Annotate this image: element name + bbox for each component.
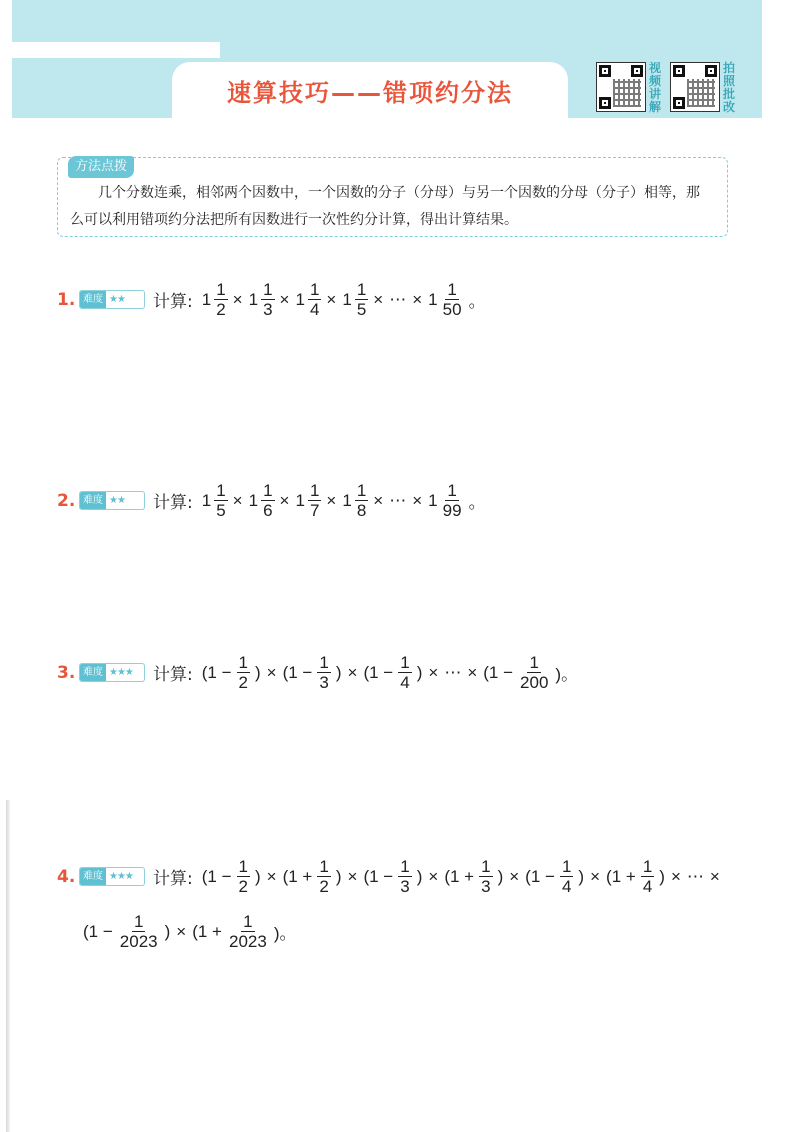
math-operator: × (347, 866, 358, 886)
math-operator: × (428, 866, 439, 886)
fraction-denominator: 7 (309, 501, 320, 520)
header-decor-strip (12, 42, 220, 58)
problem-lead: 计算: (153, 493, 193, 513)
fraction-denominator: 2023 (119, 932, 158, 951)
math-operator: × (373, 289, 384, 309)
fraction-denominator: 3 (400, 877, 410, 896)
fraction-denominator: 2 (216, 300, 226, 319)
fraction (518, 653, 550, 692)
math-operator: (1 − (363, 662, 394, 682)
math-operator: × (709, 866, 720, 886)
fraction (261, 280, 274, 319)
fraction (317, 653, 330, 692)
problem-number: 3. (57, 662, 76, 683)
math-operator: ) (254, 662, 261, 682)
fraction-denominator: 2 (238, 673, 248, 692)
fraction (261, 481, 274, 520)
fraction-numerator: 1 (481, 857, 491, 876)
math-operator: × (279, 490, 290, 510)
difficulty-badge: 难度 ★★★ (79, 663, 145, 682)
page-title: 速算技巧——错项约分法 (227, 78, 513, 107)
math-operator: ) (578, 866, 585, 886)
problem-3 (57, 653, 581, 692)
math-operator: × (232, 289, 243, 309)
qr-code-icon[interactable] (670, 62, 720, 112)
difficulty-badge: 难度 ★★ (79, 491, 145, 510)
math-operator: (1 + (282, 866, 313, 886)
fraction (227, 912, 269, 951)
fraction-numerator: 1 (238, 857, 248, 876)
math-operator: (1 − (363, 866, 394, 886)
whole-number: 1 (248, 490, 259, 510)
math-operator: × (326, 490, 337, 510)
fraction-numerator: 1 (400, 857, 410, 876)
math-operator: × (412, 289, 423, 309)
math-operator: × (373, 490, 384, 510)
fraction (308, 280, 321, 319)
fraction (317, 857, 330, 896)
fraction-numerator: 1 (319, 653, 329, 672)
fraction-numerator: 1 (216, 280, 226, 299)
math-operator: × (428, 662, 439, 682)
difficulty-stars-icon: ★★★ (109, 871, 133, 882)
math-operator: × (467, 662, 478, 682)
math-operator: × (326, 289, 337, 309)
problem-number: 2. (57, 490, 76, 511)
math-operator: ) (416, 866, 423, 886)
math-operator: (1 − (201, 866, 232, 886)
fraction-numerator: 1 (263, 280, 273, 299)
fraction-denominator: 4 (642, 877, 653, 896)
problem-1 (57, 280, 489, 319)
difficulty-stars-icon: ★★ (109, 294, 125, 305)
fraction (441, 280, 464, 319)
fraction (308, 481, 321, 520)
math-operator: × (412, 490, 423, 510)
problem-expression (199, 280, 489, 319)
math-operator: ⋯ (389, 490, 407, 510)
difficulty-badge: 难度 ★★ (79, 290, 145, 309)
whole-number: 1 (201, 289, 212, 309)
fraction-denominator: 6 (263, 501, 273, 520)
method-tips-box (57, 157, 728, 237)
math-operator: (1 − (483, 662, 514, 682)
fraction (214, 481, 227, 520)
method-tips-tag: 方法点拨 (68, 156, 134, 178)
math-operator: ) (254, 866, 261, 886)
fraction (398, 653, 411, 692)
math-operator: × (266, 662, 277, 682)
fraction-denominator: 2023 (229, 932, 267, 951)
page-binding-edge (6, 800, 10, 1132)
problem-lead: 计算: (153, 869, 193, 889)
math-operator: (1 − (201, 662, 232, 682)
fraction-numerator: 1 (309, 280, 320, 299)
math-operator: (1 + (606, 866, 636, 886)
math-operator: × (670, 866, 681, 886)
math-operator: ) (164, 921, 171, 941)
fraction-numerator: 1 (238, 653, 248, 672)
fraction (641, 857, 654, 896)
math-operator: ⋯ (686, 866, 704, 886)
whole-number: 1 (342, 490, 352, 510)
fraction-denominator: 5 (216, 501, 226, 520)
math-operator: ) (335, 866, 342, 886)
math-operator: (1 − (282, 662, 313, 682)
video-qr-group[interactable] (596, 62, 665, 114)
problem-expression-line2 (80, 912, 300, 951)
fraction-denominator: 3 (319, 673, 329, 692)
qr-code-icon[interactable] (596, 62, 646, 112)
photo-qr-group[interactable] (670, 62, 739, 114)
fraction-denominator: 4 (561, 877, 572, 896)
fraction-numerator: 1 (263, 481, 273, 500)
difficulty-badge: 难度 ★★★ (79, 867, 145, 886)
math-operator: (1 − (525, 866, 555, 886)
math-operator: (1 − (83, 921, 113, 941)
fraction (560, 857, 573, 896)
math-operator: )。 (555, 665, 579, 684)
fraction-numerator: 1 (133, 912, 144, 931)
fraction (441, 481, 464, 520)
fraction-denominator: 50 (442, 300, 462, 319)
math-operator: ) (659, 866, 665, 886)
fraction-numerator: 1 (216, 481, 226, 500)
fraction-numerator: 1 (447, 280, 457, 299)
problem-4 (57, 857, 723, 896)
difficulty-stars-icon: ★★★ (109, 667, 133, 678)
whole-number: 1 (201, 490, 212, 510)
fraction (214, 280, 227, 319)
math-operator: (1 + (192, 921, 222, 941)
math-operator: ) (416, 662, 423, 682)
difficulty-stars-icon: ★★ (109, 495, 125, 506)
fraction-numerator: 1 (561, 857, 572, 876)
fraction (355, 481, 368, 520)
math-operator: ⋯ (389, 289, 407, 309)
fraction-denominator: 3 (481, 877, 491, 896)
problem-expression (199, 653, 581, 692)
math-operator: × (509, 866, 520, 886)
title-tab (172, 62, 568, 118)
problem-4-continuation (80, 912, 300, 951)
fraction-denominator: 200 (520, 673, 549, 692)
whole-number: 1 (295, 490, 305, 510)
fraction-denominator: 99 (442, 501, 462, 520)
fraction-numerator: 1 (309, 481, 320, 500)
fraction-denominator: 8 (356, 501, 367, 520)
fraction-denominator: 4 (309, 300, 320, 319)
math-operator: ⋯ (444, 662, 462, 682)
math-operator: (1 + (444, 866, 475, 886)
fraction-numerator: 1 (642, 857, 653, 876)
fraction-denominator: 3 (263, 300, 273, 319)
fraction (237, 653, 250, 692)
fraction (398, 857, 411, 896)
math-operator: × (176, 921, 187, 941)
fraction-numerator: 1 (529, 653, 539, 672)
fraction-denominator: 2 (319, 877, 329, 896)
math-operator: × (590, 866, 601, 886)
problem-lead: 计算: (153, 292, 193, 312)
fraction-numerator: 1 (319, 857, 329, 876)
math-operator: 。 (468, 292, 486, 311)
math-operator: 。 (468, 493, 486, 512)
problem-number: 1. (57, 289, 76, 310)
fraction-numerator: 1 (356, 280, 367, 299)
math-operator: × (266, 866, 277, 886)
fraction (237, 857, 250, 896)
whole-number: 1 (428, 289, 438, 309)
fraction (118, 912, 160, 951)
fraction-numerator: 1 (243, 912, 253, 931)
fraction (479, 857, 492, 896)
math-operator: ) (335, 662, 342, 682)
whole-number: 1 (295, 289, 305, 309)
fraction (355, 280, 368, 319)
method-tips-text: 几个分数连乘，相邻两个因数中，一个因数的分子（分母）与另一个因数的分母（分子）相等，那么可以利用错项约分法把所有因数进行一次性约分计算，得出计算结果。 (70, 185, 700, 228)
fraction-denominator: 2 (238, 877, 248, 896)
whole-number: 1 (428, 490, 438, 510)
qr-video-label: 视频讲解 (649, 61, 662, 114)
fraction-numerator: 1 (356, 481, 367, 500)
fraction-numerator: 1 (447, 481, 457, 500)
fraction-denominator: 5 (356, 300, 367, 319)
fraction-numerator: 1 (400, 653, 410, 672)
math-operator: × (279, 289, 290, 309)
math-operator: )。 (273, 924, 297, 943)
whole-number: 1 (342, 289, 352, 309)
problem-lead: 计算: (153, 665, 193, 685)
whole-number: 1 (248, 289, 259, 309)
problem-expression (199, 857, 723, 896)
problem-2 (57, 481, 489, 520)
qr-photo-label: 拍照批改 (723, 61, 736, 114)
math-operator: × (232, 490, 243, 510)
fraction-denominator: 4 (400, 673, 410, 692)
problem-number: 4. (57, 866, 76, 887)
math-operator: ) (497, 866, 504, 886)
math-operator: × (347, 662, 358, 682)
problem-expression (199, 481, 489, 520)
